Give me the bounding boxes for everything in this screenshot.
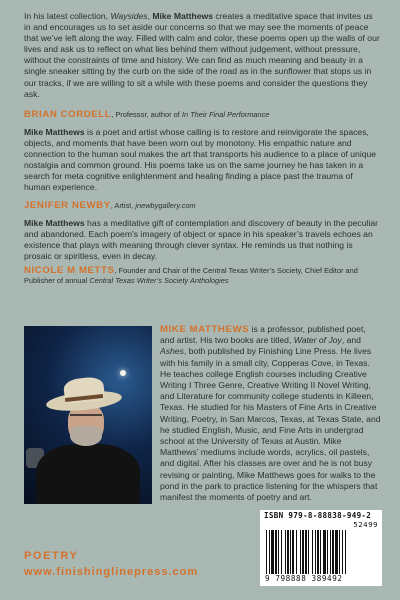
isbn-barcode — [260, 510, 382, 586]
bio-author-name: MIKE MATTHEWS — [160, 324, 250, 335]
reviewer-role: , Artist, — [110, 201, 136, 210]
attribution-2 — [24, 201, 380, 211]
barcode-bars — [266, 530, 376, 574]
blurb-1 — [24, 11, 380, 100]
bio-book-title: Ashes — [160, 346, 184, 357]
author-bio — [160, 324, 382, 503]
bio-text: is a professor, published poet, and artist. His two books are titled, — [160, 324, 366, 346]
reviewer-role: , Professor, author of — [111, 110, 182, 119]
reviewer-role: , Founder and Chair of the Central Texas Writer’s Society, Chief Editor and Publisher of annual — [24, 266, 358, 285]
isbn-text: ISBN 979-8-88838-949-2 — [264, 511, 372, 520]
glasses-shape — [70, 414, 102, 423]
reviewer-name: NICOLE M METTS — [24, 265, 115, 276]
bio-text: , and — [341, 335, 361, 346]
author-beard — [70, 426, 102, 446]
ean-digits: 9 798888 389492 — [265, 574, 343, 583]
blurb-2 — [24, 127, 380, 194]
author-name: Mike Matthews — [24, 218, 85, 228]
publisher-website[interactable]: www.finishinglinepress.com — [24, 566, 199, 578]
attribution-1 — [24, 110, 380, 120]
author-shirt — [36, 444, 140, 504]
blurb-3 — [24, 218, 380, 262]
reviewer-work: Central Texas Writer’s Society Anthologies — [89, 276, 229, 285]
reviewer-work: jnewbygallery.com — [135, 201, 196, 210]
reviewer-name: BRIAN CORDELL — [24, 109, 112, 120]
book-title: Waysides — [110, 11, 148, 21]
bio-text: , both published by Finishing Line Press. He lives with his family in a small city, Copperas Cove, in Texas. He teaches college English courses including Creative Writing I Three Genre, Creative Writing II Novel Writing, and Literature for community college students in Killeen, Texas. He studied for his Masters of Fine Arts in Creative Writing, Poetry, in San Marcos, Texas, at Texas State, and he studied English, Music, and Fine Arts in undergrad school at the University of Texas at Austin. Mike Matthews’ mediums include words, acrylics, oil pastels, and digital. After his classes are over and he is not busy revising or painting, Mike Matthews goes for walks to the pond in the park to practice listening for the whispers that manifest the moments of poetry and art. — [160, 346, 381, 503]
moon-icon — [120, 370, 126, 376]
blurb-text: In his latest collection, — [24, 11, 111, 21]
author-name: Mike Matthews — [152, 11, 214, 21]
reviewer-name: JENIFER NEWBY — [24, 200, 111, 211]
blurb-text: is a poet and artist whose calling is to restore and reinvigorate the spaces, objects, and moments that have been worn out by monotony. His empathic nature and connection to the human soul makes the art that transports his audience to a place of unique nostalgia and common ground. His poems take us on the same journey he has taken in a search for meta cognitive enlightenment and healing finding a place past the trauma of human experience. — [24, 127, 377, 193]
price-code: 52499 — [353, 520, 378, 529]
blurb-text: has a meditative gift of contemplation and discovery of beauty in the peculiar and abandoned. Each poem’s imagery of object or space in his speaker’s travels echoes an existence that plays with meaning through clever syntax. He reminds us that nothing is prosaic or spiritless, even in decay. — [24, 218, 378, 262]
genre-label: POETRY — [24, 550, 79, 562]
blurb-text: creates a meditative space that invites us in and encourages us to set aside our concerns so that we may see the moments of peace that we’ve left along the way. Filled with calm and color, these poems open up the walls of our lives and ask us to reflect on what lies behind them without judgement, without pressure, without the constraints of time and history. We can find as much meaning and beauty in a single sneaker sitting by the curb on the side of the road as in the sunflower that stops us in our tracks, if we are willing to sit a while with these poems and consider the questions they ask. — [24, 11, 380, 99]
attribution-3 — [24, 266, 380, 286]
author-photo — [24, 326, 152, 504]
blurb-text: , — [147, 11, 153, 21]
bio-book-title: Water of Joy — [293, 335, 342, 346]
barcode-bar — [346, 530, 347, 574]
reviewer-work: In Their Final Performance — [181, 110, 270, 119]
author-name: Mike Matthews — [24, 127, 85, 137]
